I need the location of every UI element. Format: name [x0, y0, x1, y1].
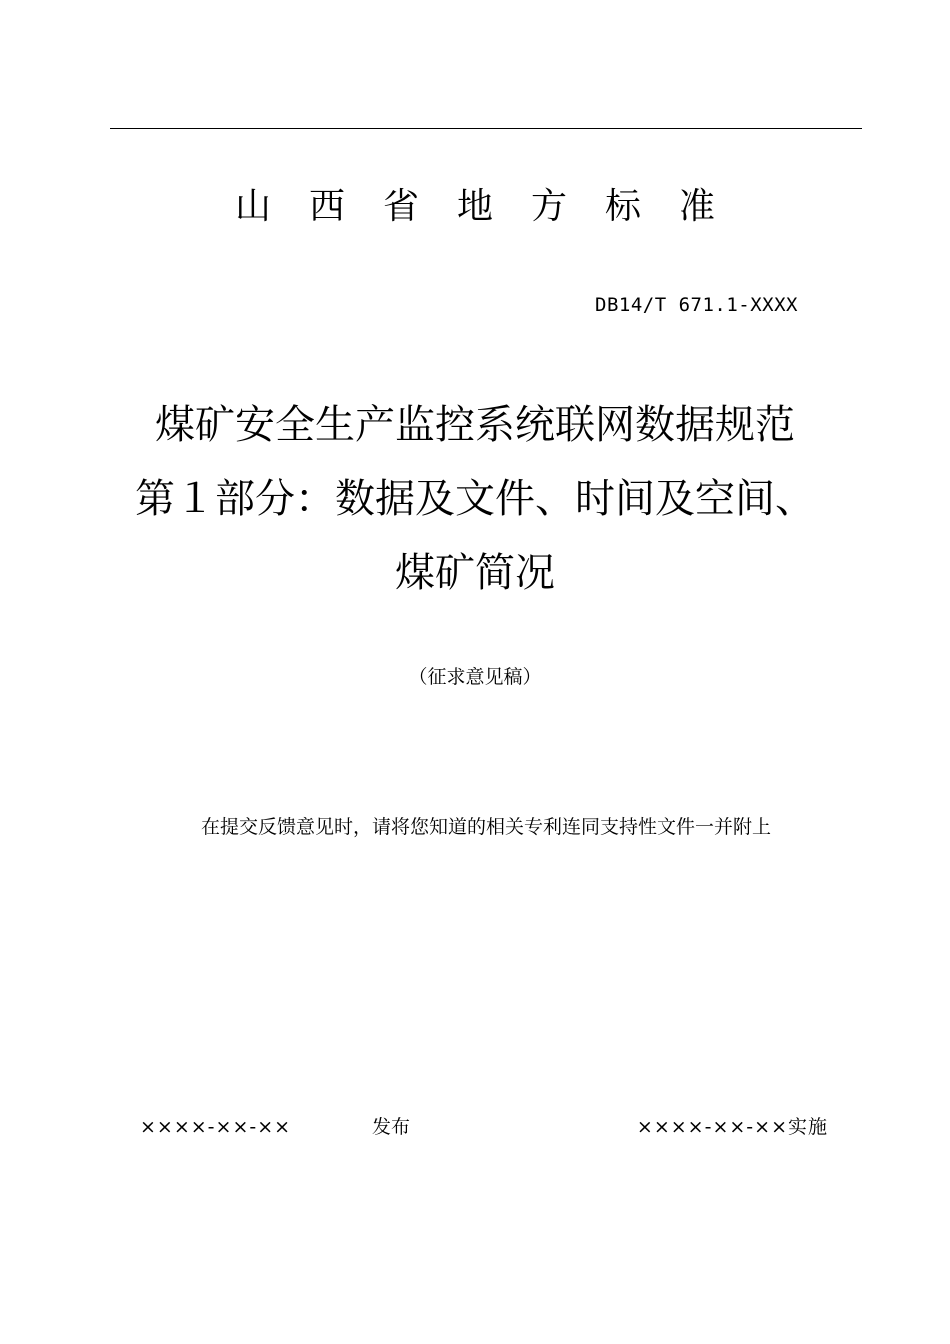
publish-label: 发布: [372, 1116, 411, 1138]
standard-type-heading: 山西省地方标准: [234, 186, 753, 227]
title-line-2: 第１部分：数据及文件、时间及空间、: [135, 476, 815, 522]
standard-number: DB14/T 671.1-XXXX: [595, 294, 798, 316]
top-rule: [110, 128, 862, 129]
publish-date: ××××-××-××: [140, 1116, 292, 1138]
title-line-3: 煤矿简况: [395, 550, 555, 596]
patent-notice: 在提交反馈意见时，请将您知道的相关专利连同支持性文件一并附上: [200, 816, 771, 838]
draft-status-note: （征求意见稿）: [408, 666, 542, 688]
title-line-1: 煤矿安全生产监控系统联网数据规范: [155, 402, 795, 448]
document-title: [0, 388, 950, 610]
implementation-date: ××××-××-××实施: [636, 1116, 828, 1138]
